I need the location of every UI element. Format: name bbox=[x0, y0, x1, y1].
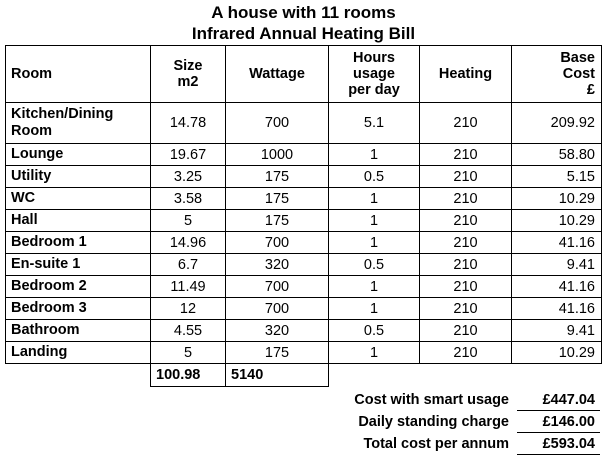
table-row bbox=[6, 276, 602, 298]
cell-room: Lounge bbox=[6, 144, 151, 166]
heating-bill-table bbox=[5, 45, 602, 387]
summary-value: £146.00 bbox=[517, 411, 600, 433]
summary-value: £447.04 bbox=[517, 389, 600, 411]
total-size: 100.98 bbox=[151, 364, 226, 387]
cell-heating: 210 bbox=[420, 276, 512, 298]
cell-size: 12 bbox=[151, 298, 226, 320]
cell-heating: 210 bbox=[420, 166, 512, 188]
summary-label: Cost with smart usage bbox=[354, 391, 509, 408]
cell-size: 14.96 bbox=[151, 232, 226, 254]
cell-room: Hall bbox=[6, 210, 151, 232]
cell-size: 5 bbox=[151, 342, 226, 364]
cell-hours: 5.1 bbox=[329, 103, 420, 144]
cell-size: 11.49 bbox=[151, 276, 226, 298]
header-room: Room bbox=[6, 46, 151, 103]
cell-cost: 10.29 bbox=[512, 342, 602, 364]
summary-row-total bbox=[337, 433, 600, 455]
total-wattage: 5140 bbox=[226, 364, 329, 387]
cell-heating: 210 bbox=[420, 103, 512, 144]
cell-wattage: 320 bbox=[226, 320, 329, 342]
table-header-row bbox=[6, 46, 602, 103]
cell-size: 3.58 bbox=[151, 188, 226, 210]
table-row bbox=[6, 342, 602, 364]
table-row bbox=[6, 232, 602, 254]
cell-cost: 10.29 bbox=[512, 188, 602, 210]
cell-cost: 209.92 bbox=[512, 103, 602, 144]
cell-wattage: 175 bbox=[226, 166, 329, 188]
cell-hours: 1 bbox=[329, 210, 420, 232]
cell-hours: 1 bbox=[329, 276, 420, 298]
cell-wattage: 1000 bbox=[226, 144, 329, 166]
table-row bbox=[6, 298, 602, 320]
cell-heating: 210 bbox=[420, 144, 512, 166]
cell-cost: 41.16 bbox=[512, 276, 602, 298]
header-hours-line2: usage bbox=[353, 66, 395, 82]
cell-wattage: 700 bbox=[226, 276, 329, 298]
cell-cost: 9.41 bbox=[512, 254, 602, 276]
cell-heating: 210 bbox=[420, 320, 512, 342]
header-cost-line3: £ bbox=[586, 82, 595, 98]
cell-hours: 1 bbox=[329, 298, 420, 320]
cell-room: En-suite 1 bbox=[6, 254, 151, 276]
cell-hours: 0.5 bbox=[329, 320, 420, 342]
cell-hours: 1 bbox=[329, 144, 420, 166]
document-title: A house with 11 rooms bbox=[211, 3, 396, 22]
header-cost-line1: Base bbox=[560, 50, 595, 66]
cell-room: WC bbox=[6, 188, 151, 210]
cell-cost: 5.15 bbox=[512, 166, 602, 188]
summary-row-standing-charge bbox=[337, 411, 600, 433]
cell-hours: 1 bbox=[329, 232, 420, 254]
cell-hours: 0.5 bbox=[329, 254, 420, 276]
cell-wattage: 175 bbox=[226, 342, 329, 364]
summary-label: Total cost per annum bbox=[363, 435, 509, 452]
cell-cost: 41.16 bbox=[512, 298, 602, 320]
cell-cost: 41.16 bbox=[512, 232, 602, 254]
cell-heating: 210 bbox=[420, 298, 512, 320]
header-hours-line3: per day bbox=[348, 82, 400, 98]
header-wattage: Wattage bbox=[226, 46, 329, 103]
cell-size: 5 bbox=[151, 210, 226, 232]
header-hours bbox=[329, 46, 420, 103]
table-row bbox=[6, 144, 602, 166]
cell-wattage: 700 bbox=[226, 103, 329, 144]
cell-size: 6.7 bbox=[151, 254, 226, 276]
cell-room: Utility bbox=[6, 166, 151, 188]
cell-heating: 210 bbox=[420, 210, 512, 232]
cell-wattage: 175 bbox=[226, 188, 329, 210]
header-hours-line1: Hours bbox=[353, 50, 395, 66]
header-heating: Heating bbox=[420, 46, 512, 103]
totals-row bbox=[6, 364, 602, 387]
cell-heating: 210 bbox=[420, 232, 512, 254]
cost-summary bbox=[337, 389, 600, 455]
cell-room: Landing bbox=[6, 342, 151, 364]
table-row bbox=[6, 320, 602, 342]
cell-room: Bedroom 2 bbox=[6, 276, 151, 298]
cell-size: 19.67 bbox=[151, 144, 226, 166]
header-size-line1: Size bbox=[173, 58, 203, 74]
summary-label: Daily standing charge bbox=[358, 413, 509, 430]
cell-cost: 9.41 bbox=[512, 320, 602, 342]
header-size-line2: m2 bbox=[177, 74, 199, 90]
cell-heating: 210 bbox=[420, 254, 512, 276]
cell-room: Bathroom bbox=[6, 320, 151, 342]
header-size bbox=[151, 46, 226, 103]
header-cost-line2: Cost bbox=[562, 66, 595, 82]
summary-row-smart-usage bbox=[337, 389, 600, 411]
cell-size: 14.78 bbox=[151, 103, 226, 144]
summary-value: £593.04 bbox=[517, 433, 600, 455]
header-cost bbox=[512, 46, 602, 103]
cell-room: Bedroom 3 bbox=[6, 298, 151, 320]
table-row bbox=[6, 103, 602, 144]
cell-size: 4.55 bbox=[151, 320, 226, 342]
cell-hours: 1 bbox=[329, 188, 420, 210]
cell-wattage: 700 bbox=[226, 232, 329, 254]
cell-hours: 0.5 bbox=[329, 166, 420, 188]
cell-wattage: 700 bbox=[226, 298, 329, 320]
table-row bbox=[6, 254, 602, 276]
cell-heating: 210 bbox=[420, 342, 512, 364]
cell-wattage: 320 bbox=[226, 254, 329, 276]
table-row bbox=[6, 188, 602, 210]
table-row bbox=[6, 210, 602, 232]
cell-cost: 10.29 bbox=[512, 210, 602, 232]
cell-heating: 210 bbox=[420, 188, 512, 210]
document-subtitle: Infrared Annual Heating Bill bbox=[191, 24, 416, 43]
cell-room: Kitchen/Dining Room bbox=[6, 103, 151, 144]
cell-cost: 58.80 bbox=[512, 144, 602, 166]
cell-room: Bedroom 1 bbox=[6, 232, 151, 254]
cell-wattage: 175 bbox=[226, 210, 329, 232]
table-row bbox=[6, 166, 602, 188]
cell-size: 3.25 bbox=[151, 166, 226, 188]
cell-hours: 1 bbox=[329, 342, 420, 364]
